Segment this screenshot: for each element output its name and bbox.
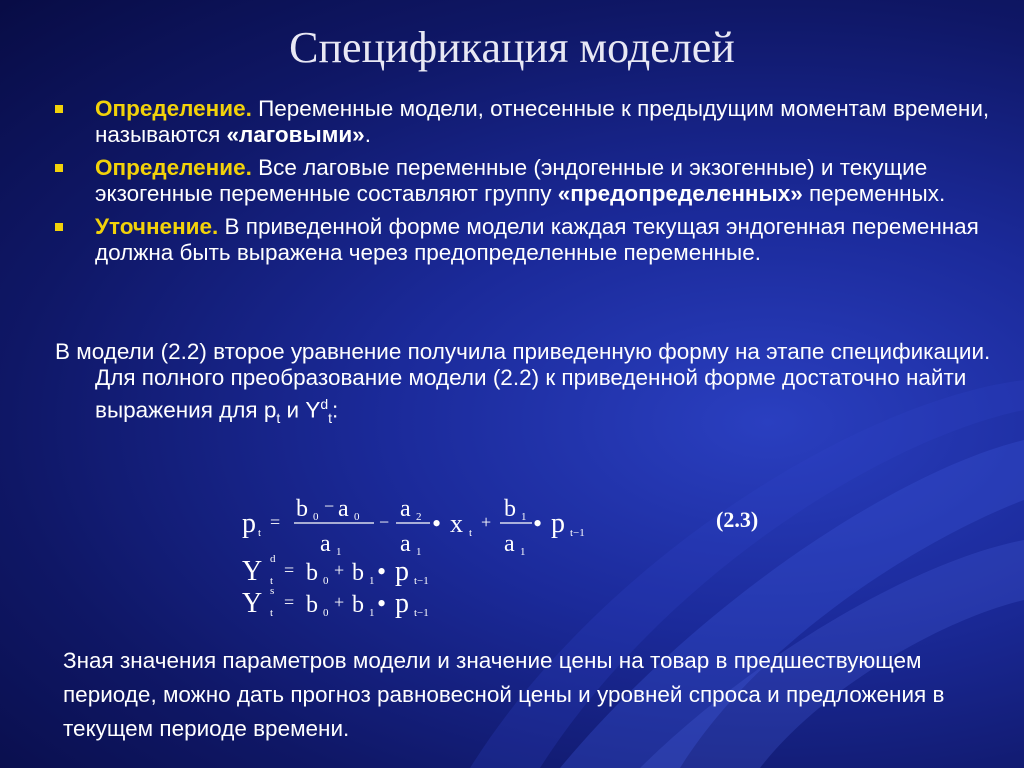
equals-sign: = bbox=[284, 560, 295, 580]
symbol-a: a bbox=[400, 531, 411, 557]
minus-sign: − bbox=[324, 496, 335, 516]
subscript-1: 1 bbox=[369, 575, 375, 587]
subscript-t: t bbox=[469, 527, 473, 539]
symbol-b: b bbox=[306, 560, 318, 586]
slide-title: Спецификация моделей bbox=[289, 23, 735, 72]
paragraph-subscript: t bbox=[276, 410, 281, 426]
bullet-label: Определение. bbox=[95, 155, 252, 180]
subscript-1: 1 bbox=[521, 511, 527, 523]
list-item bbox=[55, 155, 995, 207]
bullet-text: Все лаговые переменные (эндогенные и экзогенные) и текущие экзогенные переменные составляют группу bbox=[95, 155, 928, 206]
plus-sign: + bbox=[481, 512, 492, 532]
list-item bbox=[55, 96, 995, 148]
symbol-a: a bbox=[400, 496, 411, 522]
subscript-0: 0 bbox=[313, 511, 319, 523]
symbol-b: b bbox=[296, 496, 308, 522]
symbol-b: b bbox=[306, 592, 318, 618]
bullet-text-end: переменных. bbox=[802, 181, 946, 206]
superscript-d: d bbox=[270, 553, 276, 565]
symbol-x: x bbox=[450, 509, 463, 538]
minus-sign: − bbox=[379, 512, 390, 532]
equation-system-2-3 bbox=[238, 490, 658, 625]
symbol-a: a bbox=[320, 531, 331, 557]
definition-list bbox=[55, 96, 995, 273]
subscript-t: t bbox=[258, 527, 262, 539]
list-item bbox=[55, 214, 995, 266]
subscript-1: 1 bbox=[416, 546, 422, 558]
bullet-emphasis: «предопределенных» bbox=[557, 181, 803, 206]
square-bullet-icon bbox=[55, 223, 63, 231]
subscript-t-minus-1: t−1 bbox=[414, 575, 429, 587]
subscript-t: t bbox=[270, 607, 274, 619]
conclusion-text: Зная значения параметров модели и значение цены на товар в предшествующем периоде, можно дать прогноз равновесной цены и уровней спроса и предложения в текущем периоде времени. bbox=[63, 648, 945, 741]
paragraph-text-conj: и Y bbox=[280, 397, 321, 423]
symbol-b: b bbox=[504, 496, 516, 522]
bullet-text: Переменные модели, отнесенные к предыдущим моментам времени, называются bbox=[95, 96, 990, 147]
bullet-label: Определение. bbox=[95, 96, 252, 121]
subscript-t: t bbox=[270, 575, 274, 587]
symbol-Y: Y bbox=[242, 588, 263, 619]
equals-sign: = bbox=[284, 592, 295, 612]
symbol-p: p bbox=[395, 588, 409, 619]
paragraph-superscript: d bbox=[320, 396, 329, 412]
square-bullet-icon bbox=[55, 164, 63, 172]
bullet-text-end: . bbox=[364, 122, 371, 147]
subscript-2: 2 bbox=[416, 511, 422, 523]
subscript-0: 0 bbox=[354, 511, 360, 523]
paragraph-text: В модели (2.2) второе уравнение получила приведенную форму на этапе спецификации. Для полного преобразование модели (2.2) к приведенной форме достаточно найти выражения для p bbox=[55, 339, 991, 423]
symbol-b: b bbox=[352, 560, 364, 586]
subscript-1: 1 bbox=[520, 546, 526, 558]
symbol-p: p bbox=[242, 508, 256, 539]
paragraph-colon: : bbox=[332, 397, 339, 423]
bullet-text: В приведенной форме модели каждая текущая эндогенная переменная должна быть выражена через предопределенные переменные. bbox=[95, 214, 979, 265]
paragraph-subscript-2: t bbox=[328, 410, 333, 426]
plus-sign: + bbox=[334, 592, 345, 612]
symbol-Y: Y bbox=[242, 556, 263, 587]
subscript-0: 0 bbox=[323, 607, 329, 619]
dot-operator: • bbox=[533, 509, 543, 538]
bullet-emphasis: «лаговыми» bbox=[226, 122, 365, 147]
subscript-1: 1 bbox=[336, 546, 342, 558]
superscript-s: s bbox=[270, 585, 275, 597]
subscript-1: 1 bbox=[369, 607, 375, 619]
equals-sign: = bbox=[270, 512, 281, 532]
symbol-b: b bbox=[352, 592, 364, 618]
symbol-a: a bbox=[504, 531, 515, 557]
subscript-t-minus-1: t−1 bbox=[414, 607, 429, 619]
bullet-label: Уточнение. bbox=[95, 214, 219, 239]
dot-operator: • bbox=[377, 557, 387, 586]
symbol-p: p bbox=[395, 556, 409, 587]
subscript-t-minus-1: t−1 bbox=[570, 527, 585, 539]
square-bullet-icon bbox=[55, 105, 63, 113]
plus-sign: + bbox=[334, 560, 345, 580]
symbol-p: p bbox=[551, 508, 565, 539]
subscript-0: 0 bbox=[323, 575, 329, 587]
symbol-a: a bbox=[338, 496, 349, 522]
model-paragraph bbox=[55, 339, 1024, 431]
dot-operator: • bbox=[432, 509, 442, 538]
equation-number: (2.3) bbox=[716, 507, 759, 532]
dot-operator: • bbox=[377, 589, 387, 618]
